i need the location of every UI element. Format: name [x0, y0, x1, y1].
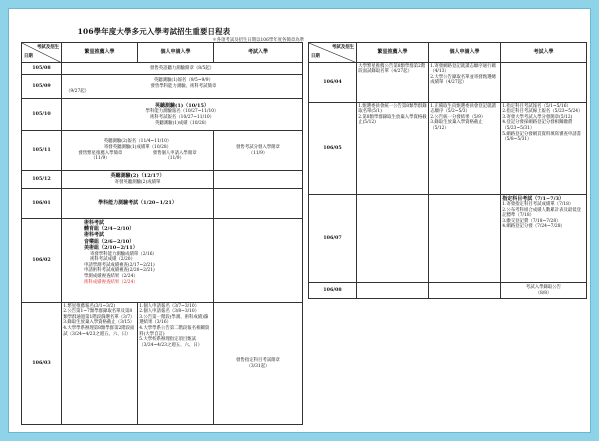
event-line: 3.公告第一階段(學測、術科成績)篩選結果（3/16）	[139, 314, 209, 326]
event-cell	[62, 75, 303, 99]
event-line: 寄發英聽測驗(2)成績單	[114, 179, 161, 185]
event-text: 發售繁星推薦入學簡章	[78, 150, 123, 156]
event-line: 4.大學學系公告第二階段報名相關資料(大學自訂)	[139, 326, 210, 337]
event-line: 學科能力測驗報名（10/27~11/10）	[145, 109, 219, 115]
event-cell: 學科能力測驗考試（1/20~1/21）	[62, 189, 214, 219]
event-line: 4.網路登記分發（7/24~7/28）	[502, 224, 565, 230]
event-cell	[501, 103, 587, 195]
event-line: 學測成績複查結果（2/24）	[84, 274, 138, 280]
event-line	[63, 151, 212, 162]
event-cell	[429, 103, 501, 195]
event-line: 英聽測驗(2)（12/17）	[110, 173, 165, 180]
empty-cell	[357, 195, 429, 283]
event-line: 3.寄發大學考試入學分發簡章(5/12)	[502, 114, 573, 120]
event-cell	[62, 171, 214, 189]
event-line: 術科考試報名（10/27~11/10）	[149, 114, 215, 120]
header-col3: 考試入學	[501, 43, 587, 63]
header-row	[309, 43, 587, 63]
event-line: 寄發學科能力測驗成績單（2/16）	[90, 251, 157, 257]
event-line: （3/31起）	[246, 363, 270, 369]
schedule-table-left	[21, 42, 303, 425]
header-col1: 繁星推薦入學	[62, 43, 138, 63]
event-line: 英聽測驗(1)（10/15）	[155, 102, 209, 109]
event-line: 考試入學錄取公告	[525, 284, 562, 290]
event-line: （11/9）	[248, 150, 268, 156]
event-line: 發售學科能力測驗、術科考試簡章	[150, 83, 217, 89]
event-line: 2.個人申請報名（3/8~3/10）	[139, 309, 200, 315]
event-line: 2.公告第1~7類學群錄取名單及第8類學群通過第1階段篩選名單（3/7）	[63, 309, 135, 320]
date-cell: 106/07	[309, 195, 357, 283]
empty-cell	[501, 63, 587, 103]
event-cell	[62, 131, 214, 171]
header-corner	[22, 43, 62, 63]
date-cell: 106/05	[309, 103, 357, 195]
event-cell	[62, 219, 214, 303]
header-corner	[309, 43, 357, 63]
event-line: 5.大學校系辦理指定項目甄試（3/24~4/23之週五、六、日）	[139, 337, 203, 348]
event-text	[78, 151, 122, 162]
event-line: 1.正備取生向甄選委員會登記就讀志願序（5/2~5/3）	[430, 103, 496, 115]
event-line: 2.指定科目考試線上報名（5/23~5/24）	[502, 109, 583, 115]
header-col2: 個人申請入學	[138, 43, 214, 63]
document-note: ＊各項考試及招生日期以106學年度各簡章為準	[212, 38, 304, 43]
event-cell: 發售英語聽力測驗簡章（8/5起）	[62, 63, 303, 75]
event-cell	[62, 303, 138, 425]
event-line: 1.甄選委員會統一公告第8類學群錄取名單(5/1)	[358, 103, 427, 115]
document-title: 106學年度大學多元入學考試招生重要日程表	[77, 27, 231, 36]
table-row	[22, 131, 303, 171]
table-row	[22, 63, 303, 75]
table-row	[22, 171, 303, 189]
header-col3: 考試入學	[214, 43, 303, 63]
event-line: 3.錄取生放棄入學資格截止（3/15）	[63, 320, 135, 326]
event-line: 1.個人申請報名（3/7~3/10）	[139, 303, 200, 309]
event-text: （11/9）	[91, 156, 110, 162]
table-row	[309, 63, 587, 103]
empty-cell	[357, 283, 429, 299]
event-line: 發售考試分發入學簡章	[236, 144, 280, 150]
date-cell: 105/10	[22, 99, 62, 131]
empty-cell	[214, 189, 303, 219]
event-line: 寄發英聽測驗(1)成績單（10/28）	[103, 144, 172, 150]
table-row	[22, 75, 303, 99]
date-cell: 106/04	[309, 63, 357, 103]
event-cell	[357, 63, 429, 103]
event-line: 指定科目考試（7/1~7/3）	[502, 195, 564, 202]
event-line: 4.登記分發採網路登記分發相關繳費（5/23~5/31）	[502, 120, 573, 132]
event-text	[153, 151, 197, 162]
event-line: 2.公告統一分發結果（5/9）	[430, 114, 486, 120]
schedule-page	[8, 8, 591, 433]
event-line: 體育組（2/4~2/10）	[84, 225, 135, 232]
date-cell: 105/09	[22, 75, 62, 99]
corner-bottom-label: 日期	[311, 54, 320, 60]
event-cell	[429, 63, 501, 103]
table-row	[22, 219, 303, 303]
event-line: 申請術科考試成績複查(2/20~2/21)	[84, 268, 155, 274]
event-cell	[357, 103, 429, 195]
event-text: （11/9）	[165, 156, 184, 162]
event-line: 美術組（2/10~2/11）	[84, 245, 138, 252]
date-cell: 105/08	[22, 63, 62, 75]
event-line: 發售指定科目考試簡章	[236, 357, 280, 363]
event-line: 術科成績複查結果（2/24）	[84, 279, 138, 285]
table-row	[309, 103, 587, 195]
event-line: 音樂組（2/6~2/10）	[84, 238, 135, 245]
corner-top-label: 考試及招生	[332, 45, 354, 50]
event-cell	[214, 303, 303, 425]
schedule-table-right	[308, 42, 587, 299]
event-line: 英聽測驗(2)報名（11/4~11/10）	[103, 139, 172, 145]
header-row	[22, 43, 303, 63]
event-line: 申請學測考試成績複查(2/17~2/21)	[84, 262, 155, 268]
event-cell	[62, 99, 303, 131]
event-line: 2.第8類學群錄取生放棄入學資格截止(5/12)	[358, 114, 427, 126]
date-cell: 106/08	[309, 283, 357, 299]
event-line: 2.公布考科組合成績人數累計表及最低登記標準（7/18）	[502, 207, 582, 219]
empty-cell	[429, 283, 501, 299]
table-row	[309, 195, 587, 283]
event-line: 大學繁星推薦公告第8類學群第2階段面試錄取名單（4/27起）	[358, 63, 426, 75]
table-row	[22, 189, 303, 219]
event-text: 發售個人申請入學簡章	[152, 150, 197, 156]
header-col1: 繁星推薦入學	[357, 43, 429, 63]
date-cell: 106/03	[22, 303, 62, 425]
event-line: 4.大學學系辦理第8類學群第2階段面試（3/24~4/23之週五、六、日）	[63, 326, 135, 337]
table-row	[22, 99, 303, 131]
event-line: 2.大學公告錄取名單並寄發甄選總成績單（4/27起）	[430, 74, 496, 86]
event-line: 1.寄發網路登記就讀志願序通行碼（4/13）	[430, 63, 496, 75]
table-row	[309, 283, 587, 299]
date-cell: 105/12	[22, 171, 62, 189]
event-line: 1.繁星推薦報名(3/1~3/2)	[63, 303, 115, 309]
event-line: 術科考試	[84, 232, 105, 239]
corner-bottom-label: 日期	[24, 54, 33, 60]
event-line: 術科考試成績（2/20）	[90, 257, 135, 263]
event-cell	[501, 195, 587, 283]
event-line: 術科考試	[84, 219, 105, 226]
empty-cell	[214, 219, 303, 303]
empty-cell	[214, 171, 303, 189]
event-line: 3.繳交登記費（7/18~7/28）	[502, 218, 561, 224]
date-cell: 106/01	[22, 189, 62, 219]
event-cell	[501, 283, 587, 299]
date-cell: 106/02	[22, 219, 62, 303]
event-line: 1.寄發指定科目考試成績單（7/18）	[502, 201, 574, 207]
event-line: （9/27起）	[66, 89, 90, 95]
event-line: 英聽測驗(1)報名（9/5~9/9）	[153, 78, 213, 84]
empty-cell	[429, 195, 501, 283]
event-line: 英聽測驗(1)成績（10/28）	[155, 120, 209, 126]
event-line: 1.指定科目考試報名（5/1~5/16）	[502, 103, 571, 109]
event-line: 3.錄取生放棄入學資格截止（5/12）	[430, 120, 483, 132]
header-col2: 個人申請入學	[429, 43, 501, 63]
event-line: 5.網路登記分發網頁資料填寫審查申請書（5/8~5/31）	[502, 131, 582, 143]
event-line: （8/8）	[535, 290, 552, 296]
event-cell	[138, 303, 214, 425]
event-cell	[214, 131, 303, 171]
corner-top-label: 考試及招生	[37, 45, 59, 50]
table-row	[22, 303, 303, 425]
date-cell: 105/11	[22, 131, 62, 171]
